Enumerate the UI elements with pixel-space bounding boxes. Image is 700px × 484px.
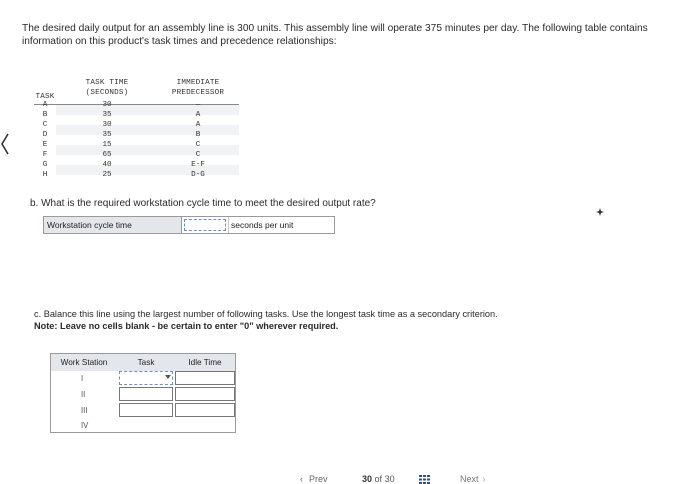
task-id: F: [42, 151, 48, 159]
header-task: TASK: [35, 93, 55, 101]
grid-icon[interactable]: [419, 475, 430, 484]
cycle-time-label: Workstation cycle time: [44, 217, 182, 233]
task-predecessor: E-F: [191, 161, 205, 169]
idle-time-input[interactable]: [175, 403, 235, 417]
page-total: 30: [384, 474, 395, 484]
table-row: [34, 120, 239, 130]
station-label: I: [81, 374, 84, 383]
task-time: 30: [102, 101, 112, 109]
task-time: 30: [102, 121, 112, 129]
task-predecessor: C: [195, 151, 201, 159]
table-row: [34, 150, 239, 160]
task-time: 15: [102, 141, 112, 149]
header-task-time-line1: TASK TIME: [85, 79, 129, 87]
task-predecessor: C: [195, 141, 201, 149]
station-label: II: [81, 390, 86, 399]
chevron-down-icon[interactable]: [165, 375, 171, 379]
header-predecessor-line2: PREDECESSOR: [171, 88, 225, 97]
table-row: [34, 170, 239, 180]
task-select[interactable]: [119, 387, 173, 401]
task-id: B: [42, 111, 48, 119]
table-row: [34, 100, 239, 110]
task-id: C: [42, 121, 48, 129]
task-predecessor: A: [195, 111, 201, 119]
station-label: III: [81, 406, 88, 415]
task-predecessor: —: [195, 101, 201, 109]
task-predecessor: D-G: [191, 171, 205, 179]
chevron-right-icon: ›: [482, 474, 486, 484]
chevron-left-icon[interactable]: [0, 133, 10, 155]
page-current: 30: [362, 474, 373, 484]
task-time: 35: [102, 111, 112, 119]
question-c-note: Note: Leave no cells blank - be certain to enter "0" wherever required.: [34, 321, 339, 331]
pagination-footer: [280, 470, 540, 484]
table-row: [34, 110, 239, 120]
header-task-time: [77, 79, 137, 98]
cycle-time-form: [43, 216, 335, 234]
page-indicator: [362, 474, 395, 484]
task-predecessor: B: [195, 131, 201, 139]
task-select[interactable]: [119, 403, 173, 417]
task-time: 25: [102, 171, 112, 179]
question-c: [34, 308, 594, 332]
header-predecessor-line1: IMMEDIATE: [176, 79, 220, 87]
task-time: 35: [102, 131, 112, 139]
task-predecessor: A: [195, 121, 201, 129]
header-task: Task: [117, 354, 175, 371]
header-work-station: Work Station: [51, 354, 117, 371]
problem-intro: The desired daily output for an assembly line is 300 units. This assembly line will operate 375 minutes per day. The following table contains information on this product's task times and precedence relationships:: [22, 23, 648, 47]
table-row: [34, 130, 239, 140]
idle-time-input[interactable]: [175, 371, 235, 385]
task-select[interactable]: [119, 371, 173, 385]
header-idle-time: Idle Time: [175, 354, 235, 371]
station-label: IV: [81, 421, 89, 430]
task-id: G: [42, 161, 48, 169]
question-b: b. What is the required workstation cycle time to meet the desired output rate?: [30, 198, 376, 209]
prev-label: Prev: [309, 474, 328, 484]
question-c-text: c. Balance this line using the largest number of following tasks. Use the longest task time as a secondary criterion.: [34, 309, 498, 319]
header-task-time-line2: (SECONDS): [85, 88, 129, 97]
task-id: A: [42, 101, 48, 109]
workstation-table: [50, 353, 236, 433]
cycle-time-input[interactable]: [184, 219, 226, 231]
chevron-left-icon: ‹: [300, 474, 303, 484]
cycle-time-unit: seconds per unit: [228, 217, 334, 233]
idle-time-input[interactable]: [175, 387, 235, 401]
table-row: [34, 140, 239, 150]
task-time: 40: [102, 161, 112, 169]
task-precedence-table: [34, 78, 239, 188]
task-id: D: [42, 131, 48, 139]
cursor-sparkle-icon: [596, 208, 604, 216]
task-time: 65: [102, 151, 112, 159]
next-button[interactable]: [460, 474, 486, 484]
prev-button[interactable]: [300, 474, 328, 484]
table-row: [34, 160, 239, 170]
header-predecessor: [158, 79, 238, 98]
next-label: Next: [460, 474, 479, 484]
task-id: H: [42, 171, 48, 179]
task-id: E: [42, 141, 48, 149]
page-of: of: [374, 474, 383, 484]
